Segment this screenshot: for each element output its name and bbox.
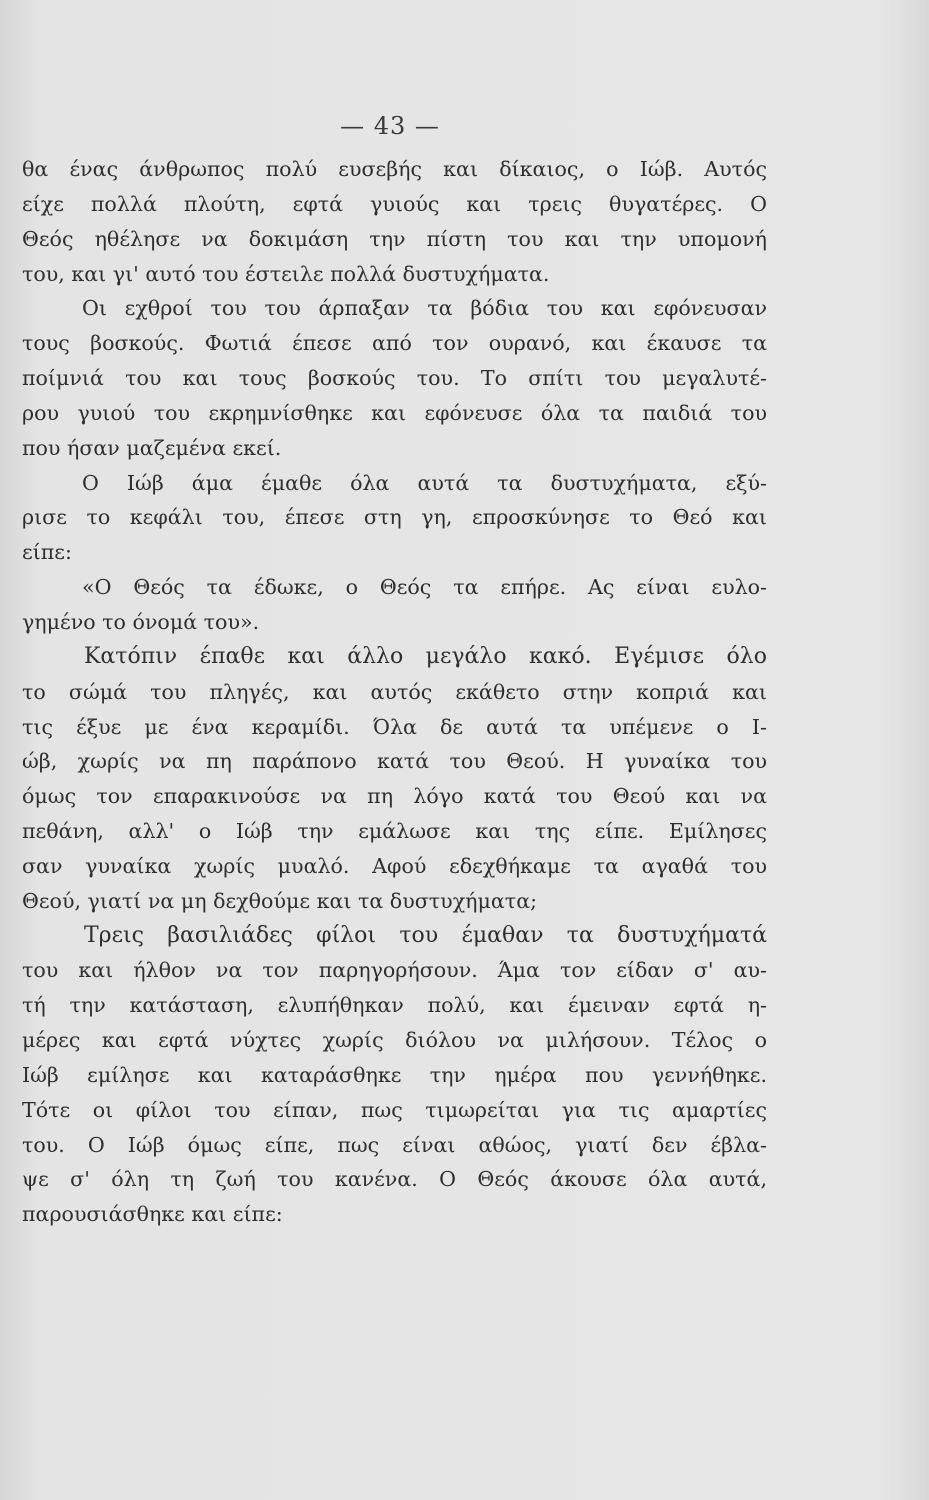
text-line: είπε: xyxy=(22,540,72,565)
paragraph-start-line: Οι εχθροί του του άρπαξαν τα βόδια του και εφόνευσαν xyxy=(82,296,767,321)
text-line: τή την κατάσταση, ελυπήθηκαν πολύ, και έμειναν εφτά η- xyxy=(22,993,767,1018)
text-line: το σώμά του πληγές, και αυτός εκάθετο στην κοπριά και xyxy=(22,679,767,704)
text-line: πεθάνη, αλλ' ο Ιώβ την εμάλωσε και της είπε. Εμίλησες xyxy=(22,819,767,844)
text-line: που ήσαν μαζεμένα εκεί. xyxy=(22,435,282,460)
quote-line: γημένο το όνομά του». xyxy=(22,609,260,634)
text-line: όμως τον επαρακινούσε να πη λόγο κατά του Θεού και να xyxy=(22,784,767,809)
text-line: Θεού, γιατί να μη δεχθούμε και τα δυστυχήματα; xyxy=(22,888,538,913)
text-line: μέρες και εφτά νύχτες χωρίς διόλου να μιλήσουν. Τέλος ο xyxy=(22,1028,767,1053)
page-number: — 43 — xyxy=(340,112,440,140)
quote-line: «Ο Θεός τα έδωκε, ο Θεός τα επήρε. Ας είναι ευλο- xyxy=(82,575,767,600)
text-line: θα ένας άνθρωπος πολύ ευσεβής και δίκαιος, ο Ιώβ. Αυτός xyxy=(22,157,767,181)
body-text xyxy=(22,152,767,1232)
text-line: παρουσιάσθηκε και είπε: xyxy=(22,1202,283,1227)
text-line: είχε πολλά πλούτη, εφτά γυιούς και τρεις θυγατέρες. Ο xyxy=(22,191,767,216)
paragraph-start-line: Ο Ιώβ άμα έμαθε όλα αυτά τα δυστυχήματα, εξύ- xyxy=(82,470,767,495)
text-line: ρισε το κεφάλι του, έπεσε στη γη, επροσκύνησε το Θεό και xyxy=(22,505,767,530)
text-line: Τότε οι φίλοι του είπαν, πως τιμωρείται για τις αμαρτίες xyxy=(22,1097,767,1122)
paragraph-start-line: Τρεις βασιλιάδες φίλοι του έμαθαν τα δυστυχήματά xyxy=(84,922,767,948)
text-line: ώβ, χωρίς να πη παράπονο κατά του Θεού. Η γυναίκα του xyxy=(22,749,767,774)
text-line: του και ήλθον να τον παρηγορήσουν. Άμα τον είδαν σ' αυ- xyxy=(22,958,767,983)
text-line: Θεός ηθέλησε να δοκιμάση την πίστη του και την υπομονή xyxy=(22,226,767,251)
paragraph-start-line: Κατόπιν έπαθε και άλλο μεγάλο κακό. Εγέμισε όλο xyxy=(84,643,767,669)
text-line: τις έξυε με ένα κεραμίδι. Όλα δε αυτά τα υπέμενε ο Ι- xyxy=(22,714,767,739)
text-line: ρου γυιού του εκρημνίσθηκε και εφόνευσε όλα τα παιδιά του xyxy=(22,400,767,425)
text-line: του, και γι' αυτό του έστειλε πολλά δυστυχήματα. xyxy=(22,261,550,286)
text-line: Ιώβ εμίλησε και καταράσθηκε την ημέρα που γεννήθηκε. xyxy=(22,1062,767,1087)
text-line: σαν γυναίκα χωρίς μυαλό. Αφού εδεχθήκαμε τα αγαθά του xyxy=(22,853,767,878)
text-line: ψε σ' όλη τη ζωή του κανένα. Ο Θεός άκουσε όλα αυτά, xyxy=(22,1167,767,1192)
text-line: τους βοσκούς. Φωτιά έπεσε από τον ουρανό, και έκαυσε τα xyxy=(22,331,767,356)
text-line: ποίμνιά του και τους βοσκούς του. Το σπίτι του μεγαλυτέ- xyxy=(22,366,767,391)
text-line: του. Ο Ιώβ όμως είπε, πως είναι αθώος, γιατί δεν έβλα- xyxy=(22,1132,767,1157)
